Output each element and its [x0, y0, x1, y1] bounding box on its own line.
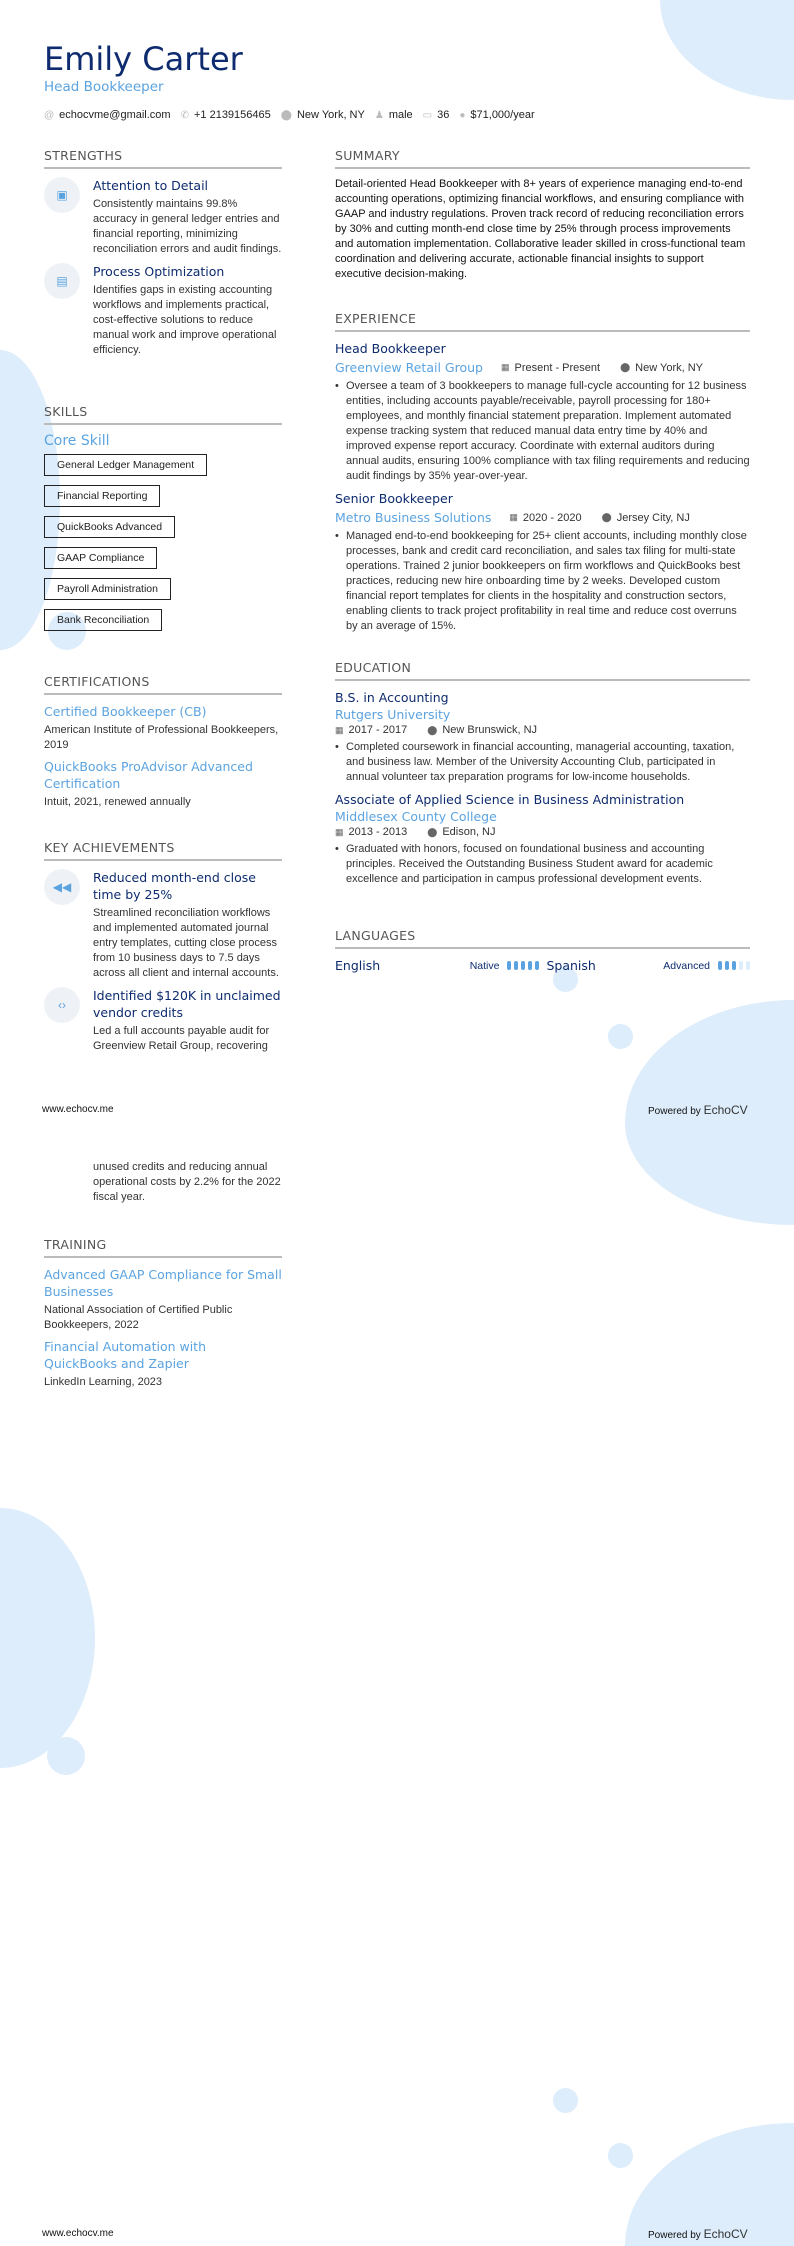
- language-level: Native: [469, 959, 500, 972]
- job-location: Jersey City, NJ: [616, 511, 690, 524]
- rating-dot: [746, 961, 750, 970]
- decor-blob: [47, 1737, 85, 1775]
- strength-title: Process Optimization: [93, 264, 225, 279]
- location-icon: ⬤: [427, 724, 438, 735]
- job-location: New York, NY: [635, 361, 704, 374]
- skill-chip: Bank Reconciliation: [44, 609, 162, 631]
- language-name: Spanish: [546, 958, 596, 973]
- edu-dates: 2017 - 2017: [348, 724, 408, 736]
- location-icon: ⬤: [427, 826, 438, 837]
- experience-item: [335, 490, 750, 634]
- footer-site[interactable]: www.echocv.me: [42, 1104, 114, 1115]
- achievement-title: Identified $120K in unclaimed vendor credits: [93, 988, 281, 1020]
- achievements-section: [44, 840, 282, 1060]
- rating-dot: [725, 961, 729, 970]
- brand-name: EchoCV: [703, 2227, 748, 2241]
- degree: Associate of Applied Science in Business Administration: [335, 792, 685, 807]
- resume-page-2: [0, 1123, 794, 2246]
- candidate-name: Emily Carter: [44, 40, 243, 78]
- education-item: [335, 791, 750, 887]
- rating-dot: [732, 961, 736, 970]
- section-heading: EDUCATION: [335, 660, 750, 681]
- strength-desc: Identifies gaps in existing accounting workflows and implements practical, cost-effective solutions to reduce manual work and improve operational efficiency.: [93, 284, 277, 356]
- strengths-section: [44, 148, 282, 364]
- job-role: Head Bookkeeper: [335, 341, 446, 356]
- edu-dates: 2013 - 2013: [348, 826, 408, 838]
- cert-title: Certified Bookkeeper (CB): [44, 704, 207, 719]
- achievement-desc: Streamlined reconciliation workflows and implemented automated journal entry templates, cutting close process from 10 business days to 7.5 days across all client and internal accounts.: [93, 907, 279, 979]
- experience-section: [335, 311, 750, 640]
- skill-chip: GAAP Compliance: [44, 547, 157, 569]
- rating-dot: [535, 961, 539, 970]
- footer-powered: Powered by EchoCV: [648, 1103, 748, 1117]
- calendar-icon: ▦: [335, 826, 344, 837]
- calendar-icon: ▦: [509, 512, 518, 522]
- location-icon: ⬤: [620, 362, 631, 372]
- achievement-desc: unused credits and reducing annual operational costs by 2.2% for the 2022 fiscal year.: [93, 1161, 281, 1203]
- skills-section: [44, 404, 282, 640]
- school: Middlesex County College: [335, 809, 497, 824]
- skill-chip: Financial Reporting: [44, 485, 160, 507]
- calendar-icon: ▦: [500, 362, 510, 372]
- edu-location: New Brunswick, NJ: [442, 724, 538, 736]
- language-item: [546, 957, 750, 974]
- footer-site[interactable]: www.echocv.me: [42, 2228, 114, 2239]
- section-heading: TRAINING: [44, 1237, 282, 1258]
- rating-dot: [718, 961, 722, 970]
- school: Rutgers University: [335, 707, 451, 722]
- code-icon: ‹›: [44, 987, 80, 1023]
- job-dates: Present - Present: [514, 361, 601, 374]
- cert-desc: American Institute of Professional Bookkeepers, 2019: [44, 724, 279, 751]
- skill-chip: Payroll Administration: [44, 578, 171, 600]
- achievement-continued: [44, 1160, 282, 1205]
- phone-icon: ✆: [180, 110, 189, 121]
- summary-section: [335, 148, 750, 282]
- contact-gender: ♟ male: [374, 109, 413, 121]
- chip-icon: ▣: [44, 177, 80, 213]
- company-name: Greenview Retail Group: [335, 360, 483, 375]
- candidate-title: Head Bookkeeper: [44, 79, 164, 95]
- contact-row: [44, 109, 535, 121]
- rating-dot: [514, 961, 518, 970]
- section-heading: SUMMARY: [335, 148, 750, 169]
- skill-chip: QuickBooks Advanced: [44, 516, 175, 538]
- language-rating: [507, 961, 539, 970]
- training-desc: LinkedIn Learning, 2023: [44, 1376, 163, 1388]
- achievement-item: [44, 987, 282, 1054]
- training-desc: National Association of Certified Public Bookkeepers, 2022: [44, 1304, 233, 1331]
- dollar-icon: ●: [459, 110, 466, 121]
- contact-salary: ● $71,000/year: [459, 109, 535, 121]
- edu-bullet: • Completed coursework in financial accounting, managerial accounting, taxation, and business law. Member of the University Accounting Club, participated in annual volunteer tax preparation programs for low-income households.: [335, 740, 750, 785]
- job-role: Senior Bookkeeper: [335, 491, 453, 506]
- job-dates: 2020 - 2020: [522, 511, 582, 524]
- contact-email[interactable]: @ echocvme@gmail.com: [44, 109, 171, 121]
- language-level: Advanced: [663, 959, 710, 972]
- decor-blob: [608, 2143, 633, 2168]
- decor-blob: [0, 1508, 95, 1768]
- strength-desc: Consistently maintains 99.8% accuracy in general ledger entries and financial reporting, minimizing reconciliation errors and audit findings.: [93, 198, 282, 255]
- contact-location: ⬤ New York, NY: [280, 109, 365, 121]
- summary-text: Detail-oriented Head Bookkeeper with 8+ years of experience managing end-to-end accounting operations, optimizing financial workflows, and ensuring compliance with GAAP and industry regulations. Proven track record of reducing reconciliation errors by 30% and cutting month-end close time by 25% through process improvements and automation implementation. Collaborative leader skilled in cross-functional team coordination and delivering accurate, actionable financial insights to support executive decision-making.: [335, 178, 746, 280]
- decor-blob: [553, 2088, 578, 2113]
- rating-dot: [528, 961, 532, 970]
- person-icon: ♟: [374, 110, 384, 121]
- section-heading: LANGUAGES: [335, 928, 750, 949]
- location-icon: ⬤: [601, 512, 612, 522]
- section-heading: CERTIFICATIONS: [44, 674, 282, 695]
- training-section: [44, 1237, 282, 1390]
- language-item: [335, 957, 539, 974]
- at-icon: @: [44, 110, 55, 121]
- job-bullet: • Managed end-to-end bookkeeping for 25+ client accounts, including monthly close processes, bank and credit card reconciliation, and sales tax filing for multi-state operations. Trained 2 junior bookkeepers on firm workflows and QuickBooks best practices, reducing new hire onboarding time by 2 weeks. Developed custom financial report templates for clients in the hospitality and construction sectors, enabling clients to track project profitability in real time and reduce cost overruns by an average of 15%.: [335, 529, 750, 634]
- contact-phone[interactable]: ✆ +1 2139156465: [180, 109, 271, 121]
- job-bullet: • Oversee a team of 3 bookkeepers to manage full-cycle accounting for 12 business entities, including accounts payable/receivable, payroll processing for 180+ employees, and monthly financial statement preparation. Implement automated expense tracking system that reduced manual data entry time by 40% and improved expense report accuracy. Coordinate with external auditors during annual audits, ensuring 100% compliance with tax filing requirements and reducing audit findings by 35% year-over-year.: [335, 379, 750, 484]
- brand-name: EchoCV: [703, 1103, 748, 1117]
- footer-powered: Powered by EchoCV: [648, 2227, 748, 2241]
- edu-location: Edison, NJ: [442, 826, 496, 838]
- education-item: [335, 689, 750, 785]
- edu-bullet: • Graduated with honors, focused on foundational business and accounting principles. Received the Outstanding Business Student award for academic excellence and participation in campus professional development events.: [335, 842, 750, 887]
- calendar-icon: ▭: [422, 110, 433, 121]
- location-icon: ⬤: [280, 110, 292, 121]
- training-title: Financial Automation with QuickBooks and Zapier: [44, 1339, 207, 1371]
- strength-item: [44, 177, 282, 257]
- experience-item: [335, 340, 750, 484]
- education-section: [335, 660, 750, 893]
- section-heading: EXPERIENCE: [335, 311, 750, 332]
- calculator-icon: ▤: [44, 263, 80, 299]
- degree: B.S. in Accounting: [335, 690, 449, 705]
- rewind-icon: ◀◀: [44, 869, 80, 905]
- contact-age: ▭ 36: [422, 109, 450, 121]
- section-heading: KEY ACHIEVEMENTS: [44, 840, 282, 861]
- cert-title: QuickBooks ProAdvisor Advanced Certification: [44, 759, 253, 791]
- achievement-title: Reduced month-end close time by 25%: [93, 870, 256, 902]
- skill-group-title: Core Skill: [44, 433, 110, 449]
- company-name: Metro Business Solutions: [335, 510, 492, 525]
- language-name: English: [335, 958, 381, 973]
- strength-item: [44, 263, 282, 358]
- calendar-icon: ▦: [335, 724, 344, 735]
- section-heading: STRENGTHS: [44, 148, 282, 169]
- achievement-desc: Led a full accounts payable audit for Greenview Retail Group, recovering: [93, 1025, 270, 1052]
- cert-desc: Intuit, 2021, renewed annually: [44, 796, 191, 808]
- language-rating: [718, 961, 750, 970]
- skill-chip: General Ledger Management: [44, 454, 207, 476]
- training-title: Advanced GAAP Compliance for Small Businesses: [44, 1267, 282, 1299]
- decor-blob: [608, 1024, 633, 1049]
- section-heading: SKILLS: [44, 404, 282, 425]
- strength-title: Attention to Detail: [93, 178, 209, 193]
- achievement-item: [44, 869, 282, 981]
- decor-blob: [660, 0, 794, 100]
- rating-dot: [521, 961, 525, 970]
- decor-blob: [625, 1123, 794, 1225]
- languages-section: [335, 928, 750, 974]
- rating-dot: [507, 961, 511, 970]
- certifications-section: [44, 674, 282, 810]
- rating-dot: [739, 961, 743, 970]
